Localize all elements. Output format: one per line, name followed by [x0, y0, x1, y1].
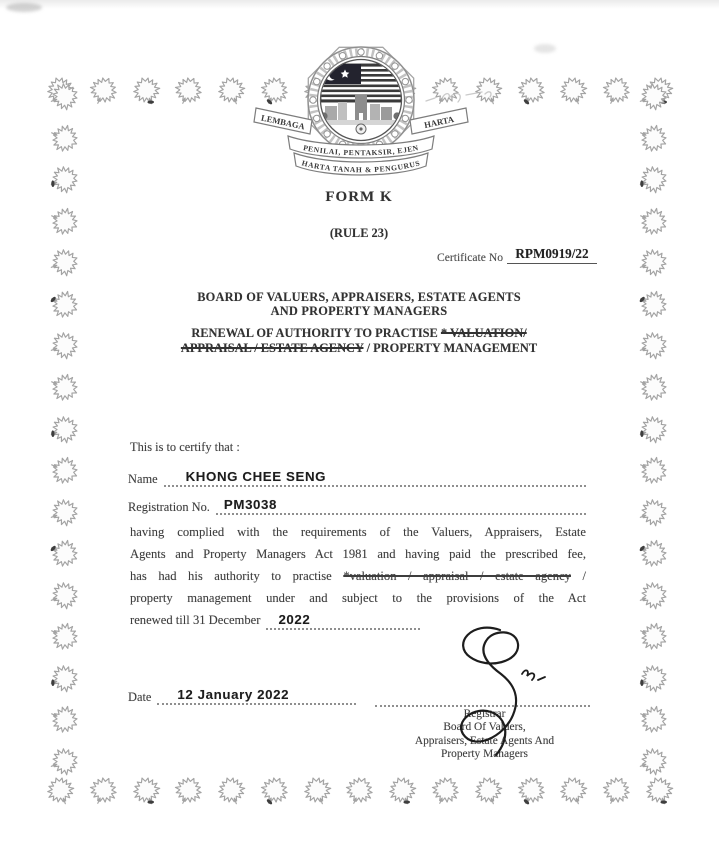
paragraph-line	[130, 565, 586, 587]
leaf-ornament-icon	[509, 69, 553, 113]
leaf-ornament-icon	[43, 242, 85, 284]
border-vine-bottom	[44, 774, 676, 808]
leaf-ornament-icon	[595, 769, 639, 813]
registrar-org-line3: Property Managers	[441, 748, 528, 761]
leaf-ornament-icon	[125, 69, 167, 111]
leaf-ornament-icon	[632, 116, 676, 160]
registrar-org-line2: Appraisers, Estate Agents And	[414, 734, 555, 747]
leaf-ornament-icon	[632, 199, 676, 243]
seal-banner-line2: HARTA TANAH & PENGURUS	[300, 158, 422, 175]
leaf-ornament-icon	[632, 698, 676, 742]
leaf-ornament-icon	[632, 366, 676, 410]
paragraph-line: property management under and subject to the provisions of the Act	[130, 591, 586, 605]
seal-ring-dot	[402, 78, 408, 84]
leaf-ornament-icon	[43, 408, 85, 450]
name-row	[128, 466, 586, 487]
seal-ribbon-left: LEMBAGA	[260, 112, 306, 132]
renewed-dotted-line	[266, 612, 420, 630]
para3-post: /	[582, 569, 586, 583]
seal-ribbon-right: HARTA	[423, 113, 455, 131]
date-label: Date	[128, 690, 152, 704]
leaf-ornament-icon	[632, 325, 674, 367]
board-crest-seal-icon	[250, 28, 472, 186]
registration-label: Registration No.	[128, 500, 210, 514]
leaf-ornament-icon	[632, 615, 676, 659]
renewal-struck-valuation: * VALUATION/	[440, 326, 527, 340]
scan-edge-shade	[0, 0, 719, 9]
leaf-ornament-icon	[632, 491, 674, 533]
paragraph-line: Agents and Property Managers Act 1981 and having paid the prescribed fee,	[130, 547, 586, 561]
leaf-ornament-icon	[81, 69, 125, 113]
leaf-ornament-icon	[632, 283, 676, 327]
seal-banner-line1: PENILAI, PENTAKSIR, EJEN	[302, 143, 420, 158]
leaf-ornament-icon	[210, 769, 252, 811]
name-label: Name	[128, 472, 158, 486]
leaf-ornament-icon	[632, 242, 674, 284]
seal-ring-dot	[324, 131, 330, 137]
renewal-post: / PROPERTY MANAGEMENT	[366, 341, 538, 355]
leaf-ornament-icon	[632, 408, 674, 450]
leaf-ornament-icon	[382, 769, 424, 811]
renewed-label: renewed till 31 December	[130, 613, 261, 627]
seal-ring-dot	[402, 115, 408, 121]
certificate-no-value: RPM0919/22	[507, 246, 597, 264]
leaf-ornament-icon	[424, 769, 468, 813]
leaf-ornament-icon	[43, 75, 85, 117]
leaf-ornament-icon	[43, 158, 85, 200]
renewed-year-value: 2022	[278, 612, 311, 627]
registration-value: PM3038	[223, 497, 278, 512]
renewal-pre: RENEWAL OF AUTHORITY TO PRACTISE	[191, 326, 438, 340]
seal-ring-dot	[314, 115, 320, 121]
leaf-ornament-icon	[253, 769, 297, 813]
border-vine-left	[48, 80, 82, 778]
leaf-ornament-icon	[43, 491, 85, 533]
leaf-ornament-icon	[43, 199, 87, 243]
leaf-ornament-icon	[43, 116, 87, 160]
leaf-ornament-icon	[467, 769, 509, 811]
scan-smudge	[534, 44, 556, 53]
seal-ring-dot	[376, 53, 382, 59]
seal-ring-dot	[339, 53, 345, 59]
registrar-block	[372, 708, 597, 762]
name-dotted-line	[164, 469, 586, 487]
leaf-ornament-icon	[43, 283, 87, 327]
seal-ring-dot	[310, 97, 316, 103]
leaf-ornament-icon	[43, 366, 87, 410]
leaf-ornament-icon	[553, 769, 595, 811]
leaf-ornament-icon	[167, 69, 211, 113]
scan-smudge	[6, 3, 42, 12]
leaf-ornament-icon	[43, 740, 85, 782]
certification-paragraph	[130, 521, 586, 631]
seal-ring-dot	[358, 49, 364, 55]
seal-ring-dot	[314, 78, 320, 84]
para3-struck: *valuation / appraisal / estate agency	[343, 569, 571, 583]
seal-ring-dot	[406, 97, 412, 103]
board-title-line2: AND PROPERTY MANAGERS	[270, 304, 448, 318]
leaf-ornament-icon	[43, 325, 85, 367]
rule-label: (RULE 23)	[329, 226, 389, 240]
leaf-ornament-icon	[43, 657, 85, 699]
leaf-ornament-icon	[296, 769, 338, 811]
renewal-heading-line1	[130, 326, 588, 341]
leaf-ornament-icon	[210, 69, 252, 111]
leaf-ornament-icon	[125, 769, 167, 811]
leaf-ornament-icon	[338, 769, 382, 813]
registrar-title: Registrar	[463, 708, 506, 720]
certificate-no-label: Certificate No	[437, 251, 503, 264]
renewal-heading-line2	[130, 341, 588, 356]
date-dotted-line	[157, 687, 356, 705]
leaf-ornament-icon	[43, 698, 87, 742]
leaf-ornament-icon	[595, 69, 639, 113]
leaf-ornament-icon	[43, 574, 85, 616]
signature-dotted-line	[375, 684, 590, 707]
leaf-ornament-icon	[43, 532, 87, 576]
certificate-number-row	[437, 246, 597, 264]
leaf-ornament-icon	[632, 75, 674, 117]
registration-row	[128, 494, 586, 515]
leaf-ornament-icon	[81, 769, 125, 813]
para3-pre: has had his authority to practise	[130, 569, 332, 583]
registrar-org-line1: Board Of Valuers,	[443, 721, 526, 734]
board-title-line1: BOARD OF VALUERS, APPRAISERS, ESTATE AGENTS	[197, 290, 521, 304]
leaf-ornament-icon	[632, 657, 674, 699]
form-title: FORM K	[325, 189, 393, 205]
leaf-ornament-icon	[632, 532, 676, 576]
leaf-ornament-icon	[632, 574, 674, 616]
leaf-ornament-icon	[553, 69, 595, 111]
leaf-ornament-icon	[632, 449, 676, 493]
registration-dotted-line	[216, 497, 586, 515]
leaf-ornament-icon	[43, 615, 87, 659]
date-row	[128, 684, 356, 705]
border-vine-right	[637, 80, 671, 778]
renewed-line	[130, 609, 586, 631]
seal-ring-dot	[392, 63, 398, 69]
leaf-ornament-icon	[632, 740, 674, 782]
certify-line: This is to certify that :	[130, 440, 240, 454]
leaf-ornament-icon	[509, 769, 553, 813]
name-value: KHONG CHEE SENG	[185, 469, 327, 484]
renewal-struck-appraisal: APPRAISAL / ESTATE AGENCY	[180, 341, 364, 355]
seal-ring-dot	[392, 131, 398, 137]
seal-ring-dot	[324, 63, 330, 69]
paragraph-line: having complied with the requirements of the Valuers, Appraisers, Estate	[130, 525, 586, 539]
leaf-ornament-icon	[43, 449, 87, 493]
leaf-ornament-icon	[632, 158, 674, 200]
leaf-ornament-icon	[167, 769, 211, 813]
date-value: 12 January 2022	[177, 687, 290, 702]
